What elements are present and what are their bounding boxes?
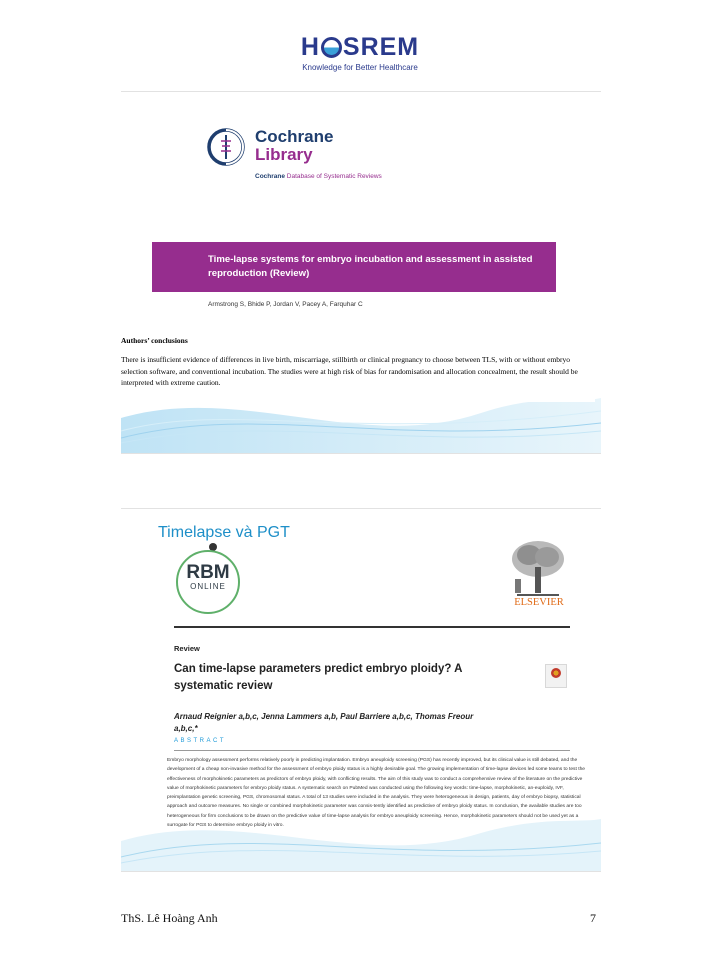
rbm-logo-sub: ONLINE (190, 582, 226, 591)
footer-author: ThS. Lê Hoàng Anh (121, 911, 218, 925)
cochrane-library-wordmark (255, 128, 333, 164)
section-label: Review (174, 644, 200, 653)
cochrane-word: Cochrane (255, 127, 334, 146)
slide-heading: Timelapse và PGT (158, 524, 290, 541)
hosrem-wordmark: H SREM (300, 33, 420, 61)
review-title: Time-lapse systems for embryo incubation and assessment in assisted reproduction (Review) (208, 254, 533, 279)
paper-title: Can time-lapse parameters predict embryo ploidy? A systematic review (174, 663, 463, 692)
database-name (255, 173, 382, 180)
conclusions-text: There is insufficient evidence of differences in live birth, miscarriage, stillbirth or clinical pregnancy to choose between TLS, with or without embryo selection software, and conventional incubation. The studies were at high risk of bias for randomisation and allocation concealment, the result should be interpreted with extreme caution. (121, 355, 578, 387)
database-bold: Cochrane (255, 173, 285, 180)
database-rest: Database of Systematic Reviews (286, 173, 382, 180)
divider (174, 750, 570, 751)
review-authors: Armstrong S, Bhide P, Jordan V, Pacey A, Farquhar C (208, 301, 363, 308)
check-for-updates-icon (545, 664, 567, 688)
hosrem-logo (0, 34, 720, 72)
elsevier-wordmark: ELSEVIER (514, 597, 564, 608)
rbm-logo-main: RBM (186, 562, 230, 583)
page-number: 7 (590, 911, 596, 925)
slide-timelapse-pgt (121, 508, 601, 872)
slide-cochrane (121, 91, 601, 454)
library-word: Library (255, 145, 313, 164)
authors-conclusions (121, 336, 595, 402)
rbm-online-logo (176, 550, 240, 614)
review-title-banner (152, 242, 556, 292)
paper-authors: Arnaud Reignier a,b,c, Jenna Lammers a,b, Paul Barriere a,b,c, Thomas Freour a,b,c,* (174, 712, 474, 733)
conclusions-heading: Authors’ conclusions (121, 336, 188, 345)
abstract-text: Embryo morphology assessment performs relatively poorly in predicting implantation. Embryo aneuploidy screening (PGS) has recently improved, but its clinical value is still debated, and the development of a cheap non-invasive method for the assessment of embryo ploidy status is a highly desirable goal. The growing implementation of time-lapse devices led some teams to test the effectiveness of morphokinetic parameters as predictors of embryo ploidy, with conflicting results. The aim of this study was to conduct a comprehensive review of the literature on the predictive value of morphokinetic parameters for embryo ploidy status. A systematic search on PubMed was conducted using the following key words: time-lapse, morphokinetic, an-euploidy, IVF, preimplantation genetic screening, PGS, chromosomal status. A total of 13 studies were included in the analysis. They were heterogeneous in design, patients, day of embryo biopsy, statistical approach and outcome measures. No single or combined morphokinetic parameter was consis-tently identified as predictive of embryo ploidy status. In conclusion, the available studies are too heterogeneous for firm conclusions to be drawn on the predictive value of time-lapse analysis for embryo aneuploidy screening. Hence, morphokinetic parameters should not be used yet as a surrogate for PGS to determine embryo ploidy in vitro. (167, 758, 586, 829)
abstract-label: ABSTRACT (174, 738, 227, 744)
hosrem-tagline: Knowledge for Better Healthcare (302, 63, 418, 72)
cochrane-logo-icon (207, 128, 245, 166)
divider (174, 626, 570, 628)
globe-icon (321, 37, 342, 58)
